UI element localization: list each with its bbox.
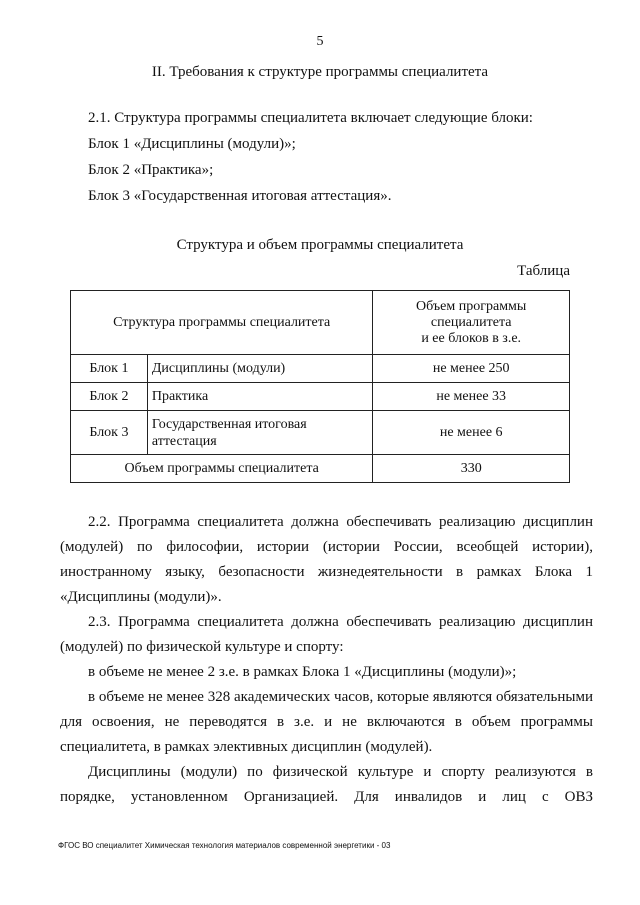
block-cell: Блок 2 [71,383,148,411]
block-volume-cell: не менее 250 [373,355,570,383]
body-text [60,510,593,810]
table-caption: Структура и объем программы специалитета [176,237,464,253]
header-volume-line: Объем программы [416,298,527,314]
paragraph: в объеме не менее 328 академических часов, которые являются обязательными для освоения, не переводятся в з.е. и не включаются в объем программы специалитета, в рамках элективных дисциплин (модулей). [60,689,593,755]
block-volume-cell: не менее 6 [373,411,570,455]
paragraph: 2.3. Программа специалитета должна обеспечивать реализацию дисциплин (модулей) по физической культуре и спорту: [60,614,593,655]
paragraph: Дисциплины (модули) по физической культуре и спорту реализуются в порядке, установленном Организацией. Для инвалидов и лиц с ОВЗ [60,764,593,805]
table-header-row [71,291,570,355]
paragraph: в объеме не менее 2 з.е. в рамках Блока 1 «Дисциплины (модули)»; [88,664,517,680]
structure-table [70,290,570,483]
header-volume [373,291,570,355]
table-row [71,411,570,455]
intro-line: Блок 1 «Дисциплины (модули)»; [88,136,296,152]
intro-line: Блок 2 «Практика»; [88,162,214,178]
intro-line: 2.1. Структура программы специалитета включает следующие блоки: [88,110,533,126]
total-label-cell: Объем программы специалитета [71,455,373,483]
footer-text: ФГОС ВО специалитет Химическая технология материалов современной энергетики - 03 [58,841,391,850]
page-number: 5 [316,34,324,49]
paragraph: 2.2. Программа специалитета должна обеспечивать реализацию дисциплин (модулей) по философии, истории (истории России, всеобщей истории), иностранному языку, безопасности жизнедеятельности в рамках Блока 1 «Дисциплины (модули)». [60,514,593,605]
header-volume-line: специалитета [430,314,512,330]
table-total-row [71,455,570,483]
table-label: Таблица [517,263,570,279]
block-name-cell: Государственная итоговая аттестация [147,411,373,455]
table-row [71,355,570,383]
block-volume-cell: не менее 33 [373,383,570,411]
header-structure: Структура программы специалитета [71,291,373,355]
block-name-cell: Дисциплины (модули) [147,355,373,383]
block-cell: Блок 3 [71,411,148,455]
intro-line: Блок 3 «Государственная итоговая аттестация». [88,188,392,204]
section-title: II. Требования к структуре программы специалитета [151,64,489,80]
header-volume-line: и ее блоков в з.е. [421,330,522,346]
table-row [71,383,570,411]
block-cell: Блок 1 [71,355,148,383]
block-name-cell: Практика [147,383,373,411]
total-value-cell: 330 [373,455,570,483]
